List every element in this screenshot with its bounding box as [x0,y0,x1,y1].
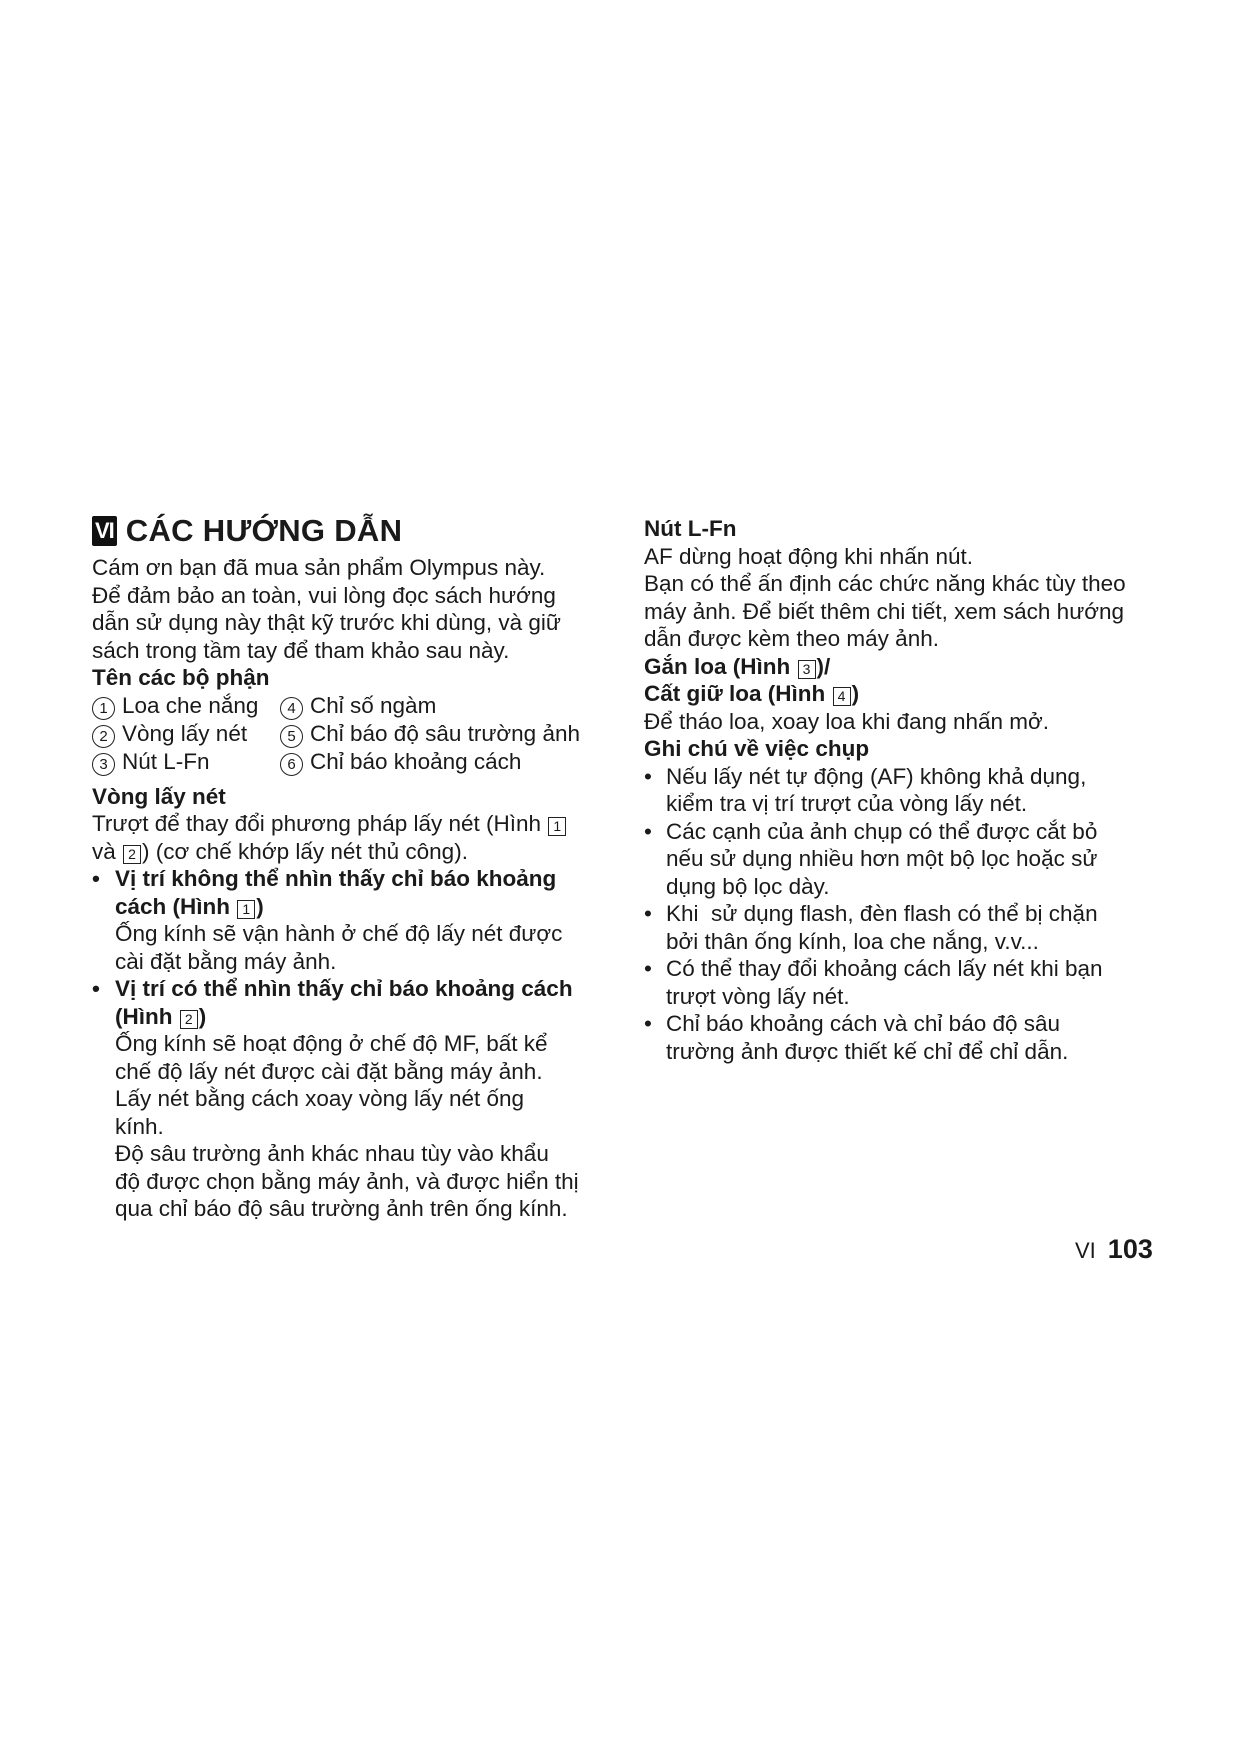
bullet-icon: • [644,956,652,981]
circled-number-icon: 1 [92,697,115,720]
note-line: Chỉ báo khoảng cách và chỉ báo độ sâu [666,1011,1061,1036]
lfn-line: máy ảnh. Để biết thêm chi tiết, xem sách hướng [644,598,1125,624]
note-line: Khi sử dụng flash, đèn flash có thể bị chặn [666,901,1098,926]
part-item [280,720,612,748]
note-line: dụng bộ lọc dày. [666,873,830,899]
hood-heading-text: Cất giữ loa (Hình [644,681,826,706]
note-line: bởi thân ống kính, loa che nắng, v.v... [666,928,1039,954]
part-label: Nút L-Fn [122,748,210,774]
bullet-icon: • [92,976,100,1001]
part-label: Loa che nắng [122,692,259,718]
part-label: Vòng lấy nét [122,720,248,746]
page-language: VI [1075,1238,1096,1263]
page-title: CÁC HƯỚNG DẪN [125,513,403,549]
part-label: Chỉ số ngàm [310,692,437,718]
bullet-body: Ống kính sẽ vận hành ở chế độ lấy nét được [115,921,563,946]
lfn-line: Bạn có thể ấn định các chức năng khác tùy theo [644,571,1126,596]
part-item [280,748,612,776]
bullet-body: qua chỉ báo độ sâu trường ảnh trên ống kính. [115,1196,568,1221]
bullet-body: Độ sâu trường ảnh khác nhau tùy vào khẩu [115,1141,549,1166]
bullet-title: ) [256,893,264,919]
note-item [644,955,1164,1010]
part-item [280,692,612,720]
figure-ref-icon: 4 [833,687,851,706]
figure-ref-icon: 2 [180,1010,198,1029]
bullet-title: (Hình [115,1003,173,1029]
intro-line: Để đảm bảo an toàn, vui lòng đọc sách hướng [92,582,556,608]
part-item [92,692,280,720]
parts-heading: Tên các bộ phận [92,665,270,690]
note-line: trường ảnh được thiết kế chỉ để chỉ dẫn. [666,1038,1069,1064]
bullet-icon: • [644,1011,652,1036]
note-item [644,763,1164,818]
bullet-icon: • [644,901,652,926]
figure-ref-icon: 1 [237,900,255,919]
bullet-body: cài đặt bằng máy ảnh. [115,948,337,974]
language-badge: VI [92,516,117,546]
bullet-title: ) [198,1003,207,1029]
hood-heading [644,680,1164,708]
intro-line: Cám ơn bạn đã mua sản phẩm Olympus này. [92,555,546,580]
hood-heading-text: Gắn loa (Hình [644,653,791,679]
section-title [92,512,612,550]
bullet-title: Vị trí có thể nhìn thấy chỉ báo khoảng cách [115,976,573,1001]
lfn-line: dẫn được kèm theo máy ảnh. [644,626,939,651]
note-line: Có thể thay đổi khoảng cách lấy nét khi bạn [666,956,1103,981]
note-item [644,900,1164,955]
circled-number-icon: 3 [92,753,115,776]
part-label: Chỉ báo khoảng cách [310,748,522,774]
lfn-line: AF dừng hoạt động khi nhấn nút. [644,543,974,569]
note-item [644,1010,1164,1065]
hood-heading [644,653,1164,681]
hood-heading-text: )/ [816,653,831,679]
hood-line: Để tháo loa, xoay loa khi đang nhấn mở. [644,708,1050,734]
bullet-item [92,865,612,975]
bullet-body: Ống kính sẽ hoạt động ở chế độ MF, bất kể [115,1031,548,1056]
left-column [92,512,612,1223]
note-line: kiểm tra vị trí trượt của vòng lấy nét. [666,791,1028,816]
circled-number-icon: 5 [280,725,303,748]
intro-paragraph [92,554,612,664]
circled-number-icon: 4 [280,697,303,720]
part-item [92,748,280,776]
page-number [1075,1234,1153,1266]
focus-ring-text [92,838,612,866]
bullet-body: Lấy nét bằng cách xoay vòng lấy nét ống [115,1086,525,1111]
bullet-icon: • [92,866,100,891]
notes-heading: Ghi chú về việc chụp [644,736,870,761]
bullet-icon: • [644,818,652,844]
bullet-title: Vị trí không thể nhìn thấy chỉ báo khoảng [115,866,557,891]
parts-list [92,692,612,776]
note-line: trượt vòng lấy nét. [666,983,850,1009]
focus-ring-line: ) (cơ chế khớp lấy nét thủ công). [142,838,468,864]
part-label: Chỉ báo độ sâu trường ảnh [310,720,580,746]
part-item [92,720,280,748]
bullet-icon: • [644,763,652,789]
circled-number-icon: 6 [280,753,303,776]
bullet-item [92,975,612,1223]
intro-line: sách trong tầm tay để tham khảo sau này. [92,637,510,663]
note-item [644,818,1164,901]
bullet-title: cách (Hình [115,893,231,919]
figure-ref-icon: 2 [123,845,141,864]
note-line: Các cạnh của ảnh chụp có thể được cắt bỏ [666,818,1098,844]
focus-ring-line: và [92,838,116,864]
page-number-value: 103 [1107,1234,1153,1264]
right-column [644,515,1164,1065]
figure-ref-icon: 1 [548,817,566,836]
lfn-heading: Nút L-Fn [644,516,737,541]
bullet-body: độ được chọn bằng máy ảnh, và được hiển thị [115,1168,579,1194]
bullet-body: kính. [115,1113,164,1139]
figure-ref-icon: 3 [798,660,816,679]
note-line: nếu sử dụng nhiều hơn một bộ lọc hoặc sử [666,846,1098,871]
intro-line: dẫn sử dụng này thật kỹ trước khi dùng, và giữ [92,610,561,635]
bullet-body: chế độ lấy nét được cài đặt bằng máy ảnh. [115,1058,543,1084]
focus-ring-line: Trượt để thay đổi phương pháp lấy nét (Hình [92,811,542,836]
circled-number-icon: 2 [92,725,115,748]
focus-ring-heading: Vòng lấy nét [92,783,226,809]
hood-heading-text: ) [851,681,860,706]
note-line: Nếu lấy nét tự động (AF) không khả dụng, [666,763,1087,789]
focus-ring-text [92,810,612,838]
